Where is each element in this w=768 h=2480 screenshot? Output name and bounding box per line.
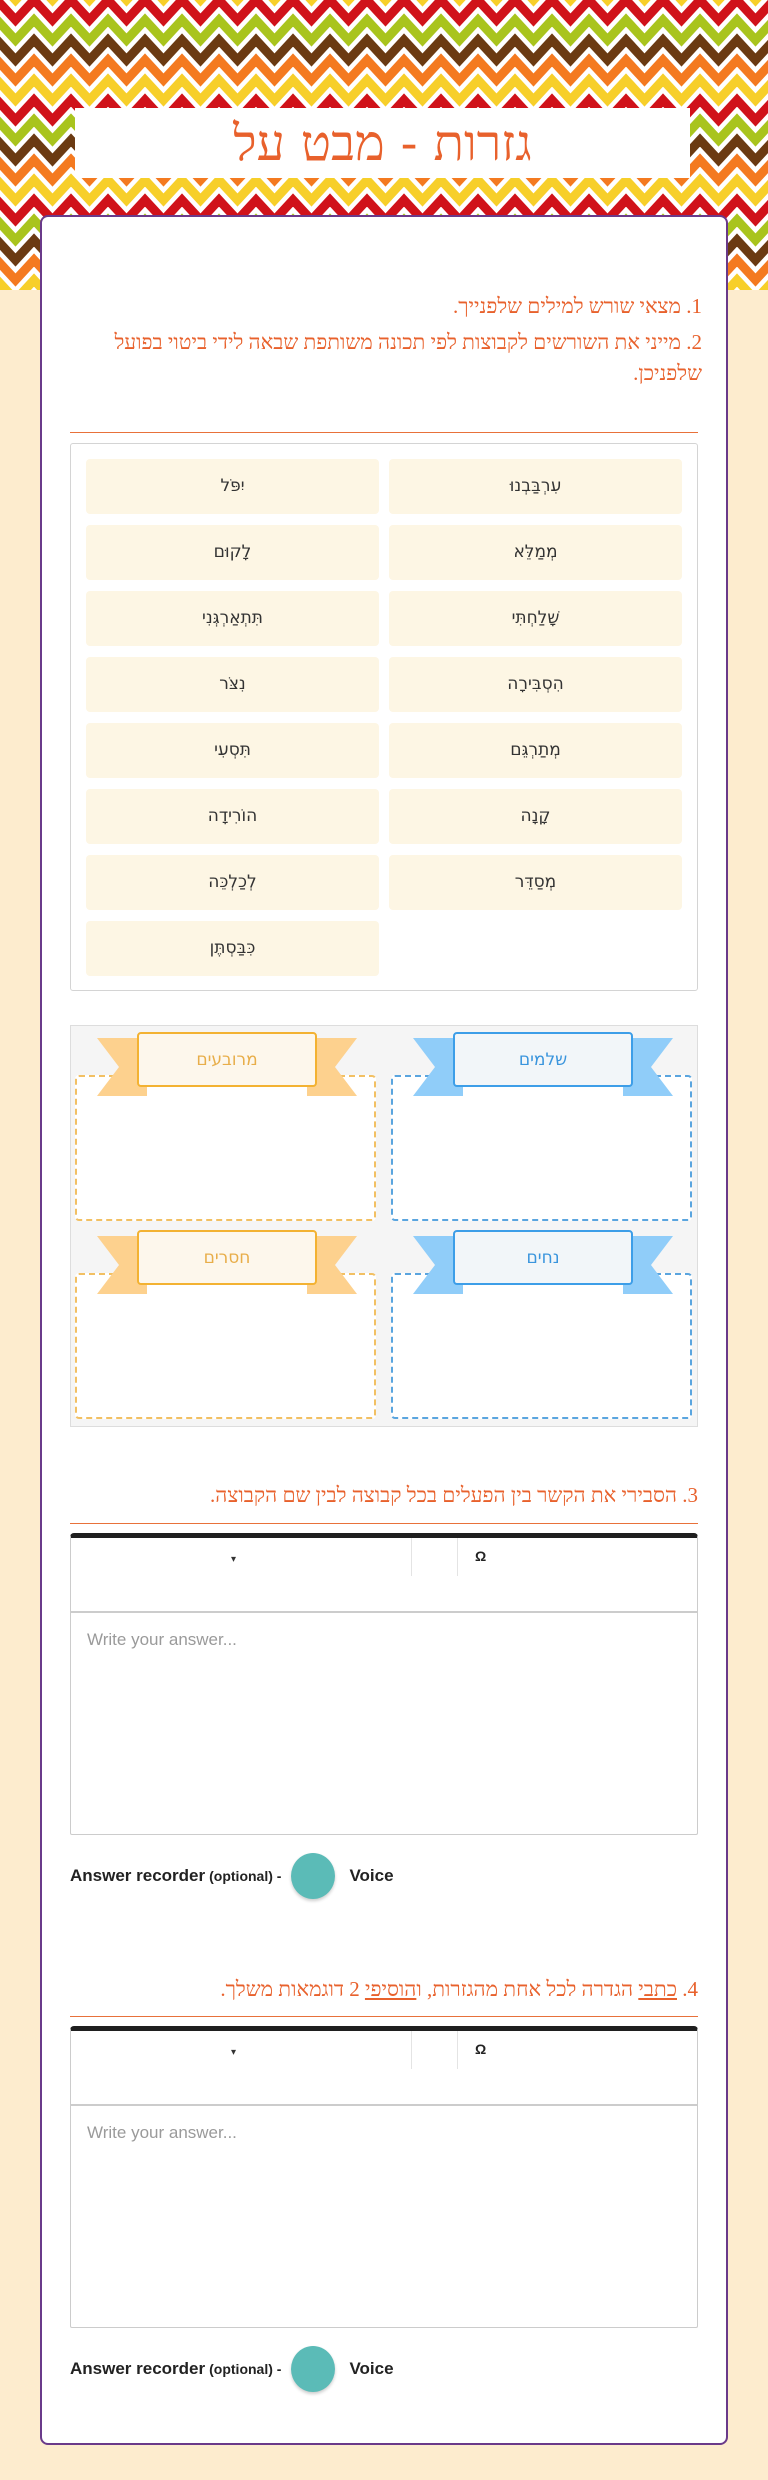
instruction-1: 1. מצאי שורש למילים שלפנייך.: [452, 294, 702, 318]
word-card[interactable]: כִּבַּסְתֶּן: [86, 921, 379, 976]
editor-toolbar: [71, 2031, 697, 2106]
answer-editor-q3[interactable]: [70, 1533, 698, 1835]
toolbar-separator: [457, 1538, 458, 1576]
answer-input-q4[interactable]: Write your answer...: [87, 2123, 237, 2142]
q4-word-add: הוסיפי: [364, 1977, 417, 2001]
editor-toolbar: [71, 1538, 697, 1613]
drop-zone-meruba-im[interactable]: [75, 1075, 376, 1221]
toolbar-separator: [411, 1538, 412, 1576]
word-card[interactable]: תִּסְעִי: [86, 723, 379, 778]
answer-recorder-q3: [70, 1853, 394, 1899]
word-bank: [70, 443, 698, 991]
category-label-nachim: נחים: [453, 1230, 633, 1285]
recorder-label: Answer recorder: [70, 1866, 206, 1885]
category-label-chaserim: חסרים: [137, 1230, 317, 1285]
format-dropdown-caret-icon[interactable]: ▾: [231, 2047, 237, 2058]
word-card[interactable]: לָקוּם: [86, 525, 379, 580]
word-card[interactable]: שָׁלַחְתִּי: [389, 591, 682, 646]
special-character-button[interactable]: Ω: [475, 2041, 487, 2057]
page-title: גזרות - מבט על: [75, 108, 690, 178]
category-board: [70, 1025, 698, 1427]
answer-input-q3[interactable]: Write your answer...: [87, 1630, 237, 1649]
category-label-shlemim: שלמים: [453, 1032, 633, 1087]
word-card[interactable]: קָנָה: [389, 789, 682, 844]
voice-label: Voice: [349, 1866, 394, 1885]
drop-zone-nachim[interactable]: [391, 1273, 692, 1419]
voice-record-button[interactable]: [291, 1853, 335, 1899]
special-character-button[interactable]: Ω: [475, 1548, 487, 1564]
word-card[interactable]: מְתַרְגֵּם: [389, 723, 682, 778]
divider: [70, 1523, 698, 1524]
word-card[interactable]: מְמַלֵּא: [389, 525, 682, 580]
recorder-optional: (optional) -: [209, 2361, 282, 2377]
format-dropdown-caret-icon[interactable]: ▾: [231, 1554, 237, 1565]
toolbar-separator: [457, 2031, 458, 2069]
answer-editor-q4[interactable]: [70, 2026, 698, 2328]
q4-number: 4.: [677, 1977, 698, 2001]
drop-zone-chaserim[interactable]: [75, 1273, 376, 1419]
divider: [70, 2016, 698, 2017]
recorder-label: Answer recorder: [70, 2359, 206, 2378]
word-card[interactable]: תִּתְאַרְגְּנִי: [86, 591, 379, 646]
word-card[interactable]: הִסְבִּירָה: [389, 657, 682, 712]
word-card[interactable]: מְסַדֵּר: [389, 855, 682, 910]
toolbar-separator: [411, 2031, 412, 2069]
voice-record-button[interactable]: [291, 2346, 335, 2392]
worksheet-card: [40, 215, 728, 2445]
word-card[interactable]: לְכַלְכֵּה: [86, 855, 379, 910]
word-card[interactable]: יִפֹּל: [86, 459, 379, 514]
answer-recorder-q4: [70, 2346, 394, 2392]
drop-zone-shlemim[interactable]: [391, 1075, 692, 1221]
recorder-optional: (optional) -: [209, 1868, 282, 1884]
question-4: [70, 1977, 698, 2002]
word-card[interactable]: נִצֹּר: [86, 657, 379, 712]
q4-text: הגדרה לכל אחת מהגזרות, ו: [416, 1977, 639, 2001]
q4-word-write: כתבי: [638, 1977, 677, 2001]
question-3: 3. הסבירי את הקשר בין הפעלים בכל קבוצה לבין שם הקבוצה.: [210, 1483, 698, 1507]
divider: [70, 432, 698, 433]
q4-text-end: 2 דוגמאות משלך.: [220, 1977, 365, 2001]
word-card[interactable]: הוֹרִידָה: [86, 789, 379, 844]
word-card[interactable]: עִרְבַּבְנוּ: [389, 459, 682, 514]
instruction-2: 2. מייני את השורשים לקבוצות לפי תכונה משותפת שבאה לידי ביטוי בפועל שלפניכן.: [114, 330, 702, 385]
voice-label: Voice: [349, 2359, 394, 2378]
category-label-meruba-im: מרובעים: [137, 1032, 317, 1087]
